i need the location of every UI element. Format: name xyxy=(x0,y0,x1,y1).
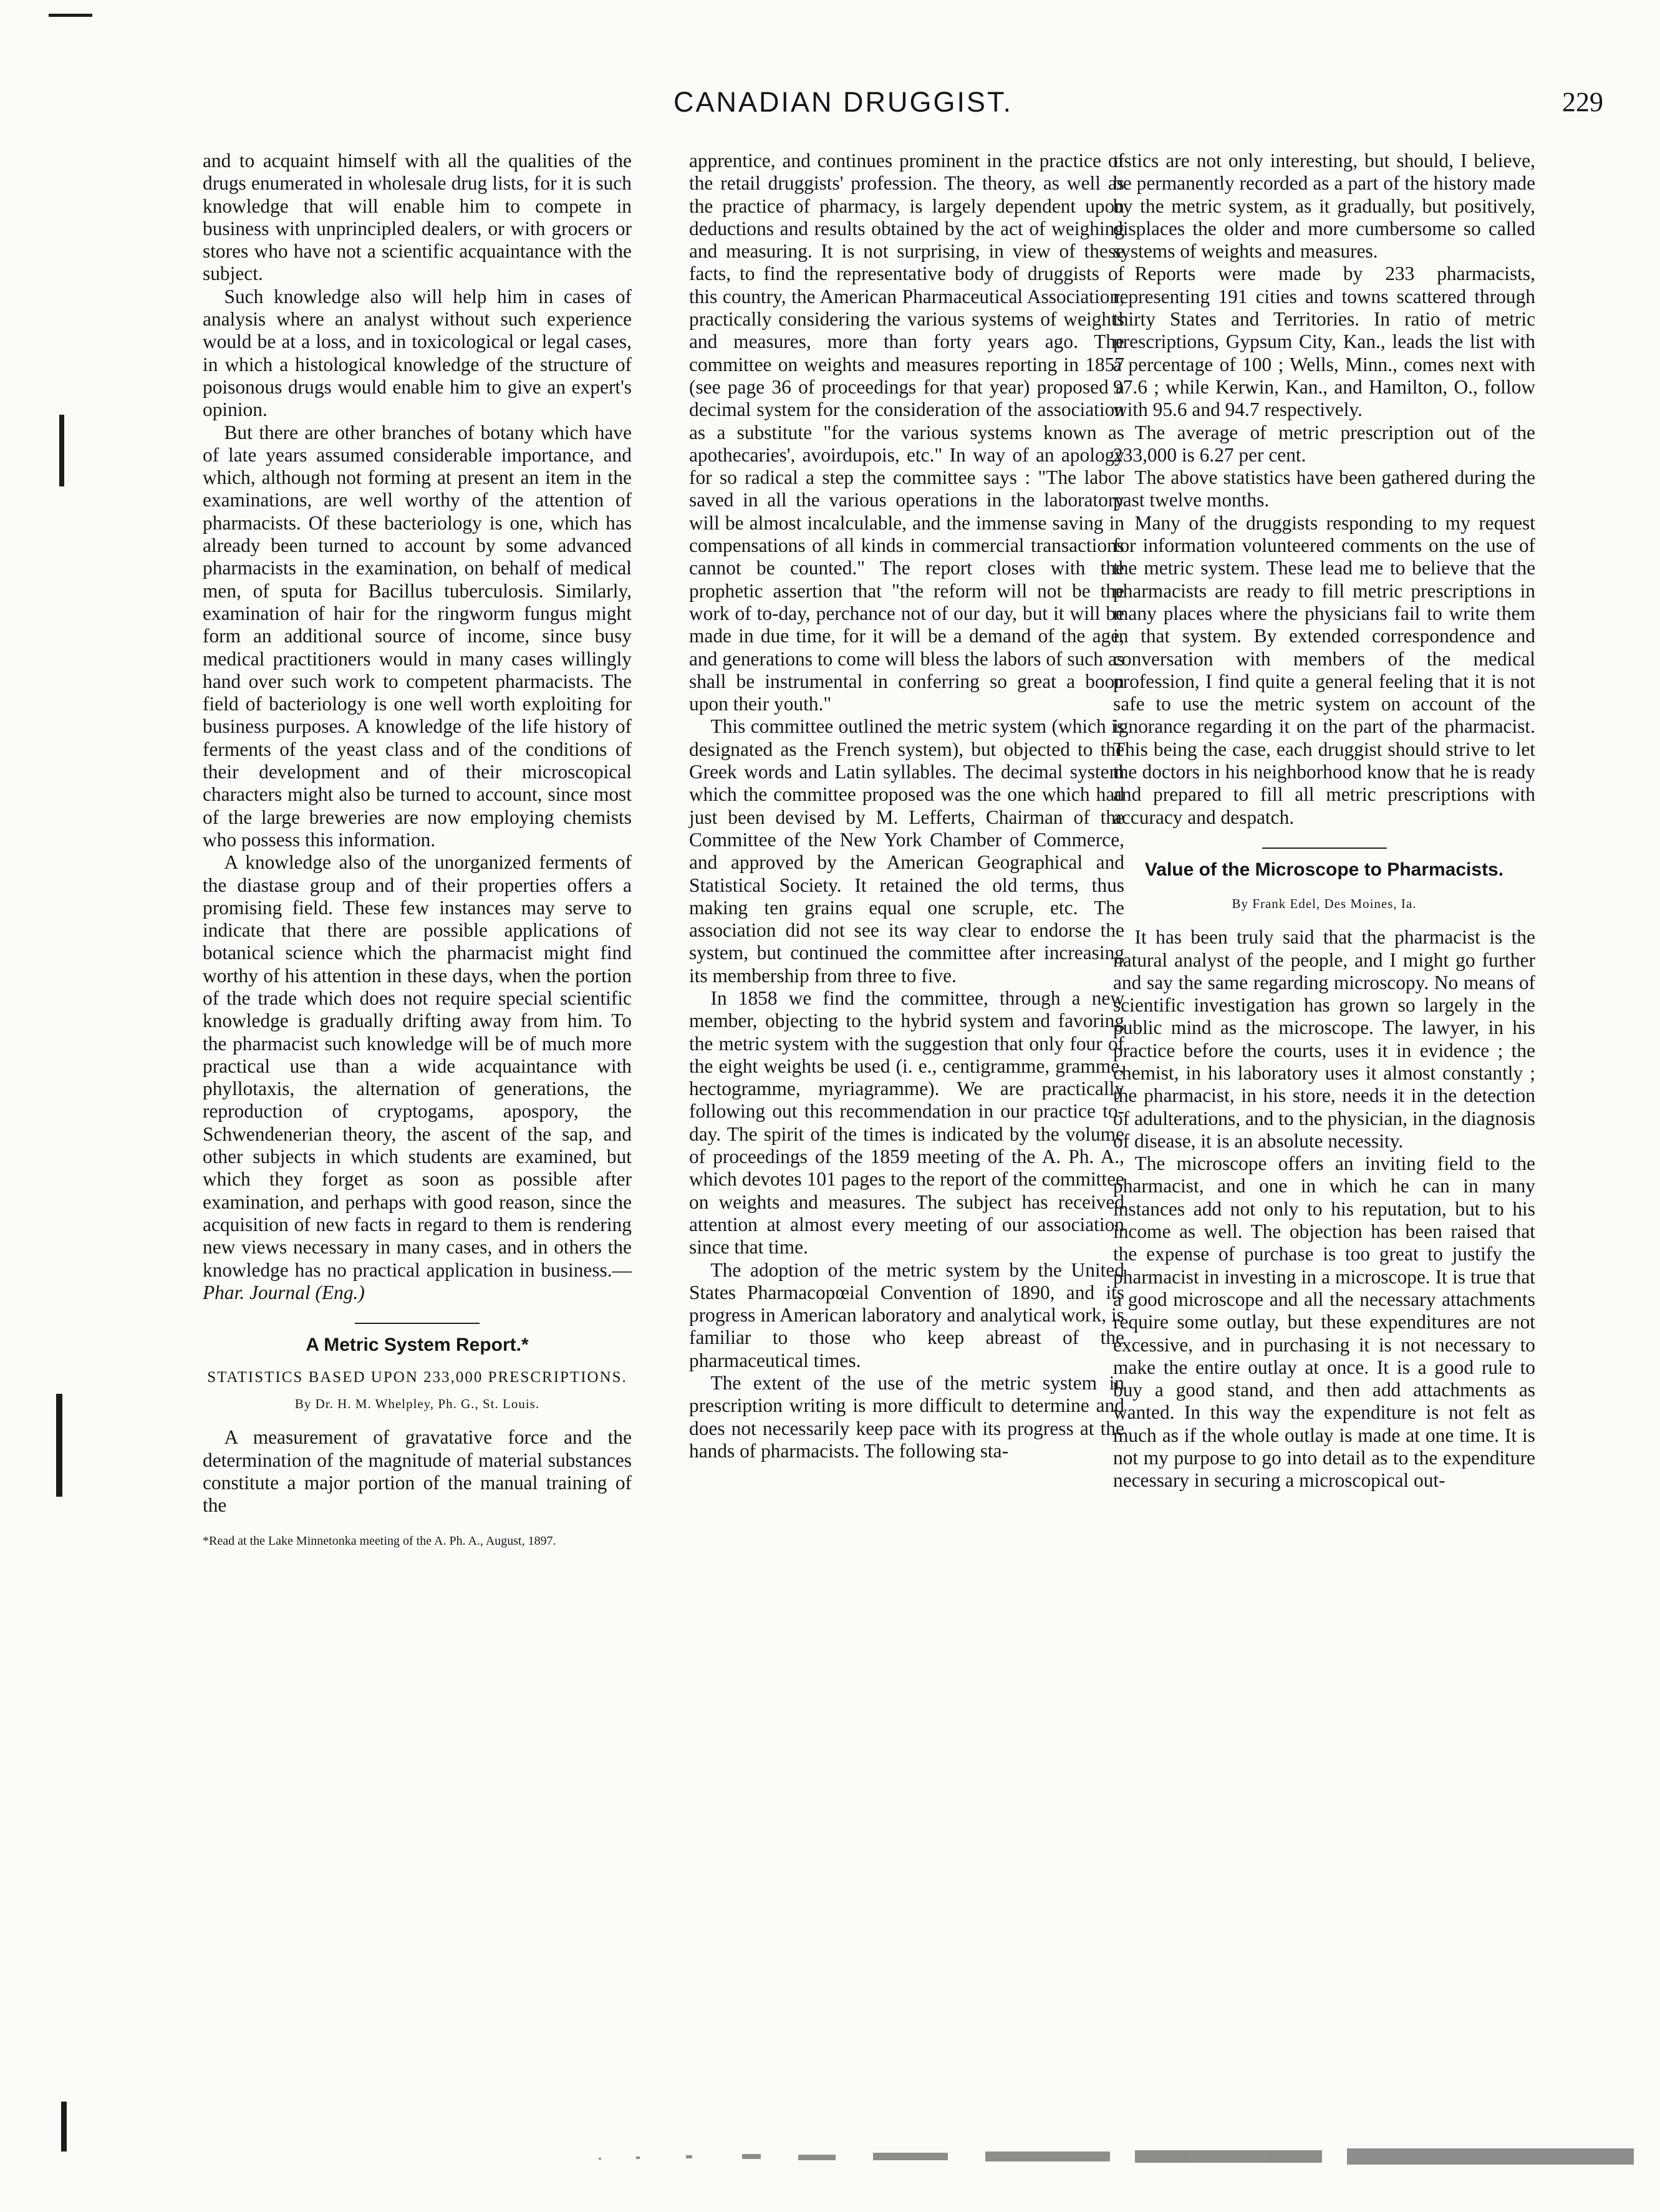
section-divider xyxy=(355,1323,480,1324)
article-byline: By Frank Edel, Des Moines, Ia. xyxy=(1232,896,1417,911)
paragraph xyxy=(203,851,632,1304)
scan-artifact-margin-mark xyxy=(61,2102,67,2152)
paragraph: The above statistics have been gathered during the past twelve months. xyxy=(1113,466,1535,511)
paragraph: and to acquaint himself with all the qualities of the drugs enumerated in wholesale drug lists, for it is such knowledge that will enable him to compete in business with unprincipled dealers, or with grocers or stores who have not a scientific acquaintance with the subject. xyxy=(203,150,632,285)
article-title: Value of the Microscope to Pharmacists. xyxy=(1144,859,1504,880)
paragraph: tistics are not only interesting, but should, I believe, be permanently recorded as a part of the history made by the metric system, as it gradually, but positively, displaces the older and more cumbersome so called systems of weights and measures. xyxy=(1113,150,1535,263)
scan-artifact-margin-mark xyxy=(59,415,64,486)
paragraph: Reports were made by 233 pharmacists, representing 191 cities and towns scattered through thirty States and Territories. In ratio of metric prescriptions, Gypsum City, Kan., leads the list with a percentage of 100 ; Wells, Minn., comes next with 97.6 ; while Kerwin, Kan., and Hamilton, O., follow with 95.6 and 94.7 respectively. xyxy=(1113,263,1535,421)
paragraph: This committee outlined the metric system (which is designated as the French system), but objected to the Greek words and Latin syllables. The decimal system which the committee proposed was the one which had just been devised by M. Lefferts, Chairman of the Committee of the New York Chamber of Commerce, and approved by the American Geographical and Statistical Society. It retained the old terms, thus making ten grains equal one scruple, etc. The association did not see its way clear to endorse the system, but continued the committee after increasing its membership from three to five. xyxy=(689,715,1124,987)
paragraph: In 1858 we find the committee, through a new member, objecting to the hybrid system and favoring the metric system with the suggestion that only four of the eight weights be used (i. e., centigramme, gramme, hectogramme, myriagramme). We are practically following out this recommendation in our practice to-day. The spirit of the times is indicated by the volume of proceedings of the 1859 meeting of the A. Ph. A., which devotes 101 pages to the report of the committee on weights and measures. The subject has received attention at almost every meeting of our association since that time. xyxy=(689,987,1124,1258)
paragraph-text: A knowledge also of the unorganized ferments of the diastase group and of their properties offers a promising field. These few instances may serve to indicate that there are possible applications of botanical science which the pharmacist might find worthy of his attention in these days, when the portion of the trade which does not require special scientific knowledge is gradually drifting away from him. To the pharmacist such knowledge will be of much more practical use than a wide acquaintance with phyllotaxis, the alternation of generations, the reproduction of cryptogams, apospory, the Schwendenerian theory, the ascent of the sap, and other subjects in which students are examined, but which they forget as soon as possible after examination, and perhaps with good reason, since the acquisition of new facts in regard to them is rendering new views necessary in many cases, and in others the knowledge has no practical application in business.— xyxy=(203,851,632,1281)
paragraph: The microscope offers an inviting field to the pharmacist, and one in which he can in many instances add not only to his reputation, but to his income as well. The objection has been raised that the expense of purchase is too great to justify the pharmacist in investing in a microscope. It is true that a good microscope and all the necessary attachments require some outlay, but these expenditures are not excessive, and in purchasing it is not necessary to make the entire outlay at once. It is a good rule to buy a good stand, and then add attachments as wanted. In this way the expenditure is not felt as much as if the whole outlay is made at one time. It is not my purpose to go into detail as to the expenditure necessary in securing a microscopical out- xyxy=(1113,1152,1535,1492)
paragraph: Many of the druggists responding to my request for information volunteered comments on the use of the metric system. These lead me to believe that the pharmacists are ready to fill metric prescriptions in many places where the physicians fail to write them in that system. By extended correspondence and conversation with members of the medical profession, I find quite a general feeling that it is not safe to use the metric system on account of the ignorance regarding it on the part of the pharmacist. This being the case, each druggist should strive to let the doctors in his neighborhood know that he is ready and prepared to fill all metric prescriptions with accuracy and despatch. xyxy=(1113,511,1535,828)
journal-title: CANADIAN DRUGGIST. xyxy=(673,86,1013,118)
footnote: *Read at the Lake Minnetonka meeting of the A. Ph. A., August, 1897. xyxy=(203,1533,556,1548)
scan-artifact-margin-mark xyxy=(56,1394,62,1497)
paragraph: But there are other branches of botany which have of late years assumed considerable importance, and which, although not forming at present an item in the examinations, are well worthy of the attention of pharmacists. Of these bacteriology is one, which has already been turned to account by some advanced pharmacists in the examination, on behalf of medical men, of sputa for Bacillus tuberculosis. Similarly, examination of hair for the ringworm fungus might form an additional source of income, since busy medical practitioners would in many cases willingly hand over such work to competent pharmacists. The field of bacteriology is one well worth exploiting for business purposes. A knowledge of the life history of ferments of the yeast class and of the conditions of their development and of their microscopical characters might also be turned to account, since most of the large breweries are now employing chemists who possess this information. xyxy=(203,421,632,851)
page-number: 229 xyxy=(1562,87,1603,117)
article-subtitle: STATISTICS BASED UPON 233,000 PRESCRIPTIONS. xyxy=(207,1369,627,1386)
page-header xyxy=(0,86,1660,123)
paragraph: A measurement of gravatative force and the determination of the magnitude of material substances constitute a major portion of the manual training of the xyxy=(203,1426,632,1517)
column-2 xyxy=(689,150,1124,1462)
source-citation: Phar. Journal (Eng.) xyxy=(203,1281,365,1303)
paragraph: The adoption of the metric system by the United States Pharmacopœial Convention of 1890, and its progress in American laboratory and analytical work, is familiar to those who keep abreast of the pharmaceutical times. xyxy=(689,1258,1124,1371)
paragraph: Such knowledge also will help him in cases of analysis where an analyst without such experience would be at a loss, and in toxicological or legal cases, in which a histological knowledge of the structure of poisonous drugs would enable him to give an expert's opinion. xyxy=(203,285,632,421)
column-3 xyxy=(1113,150,1535,1492)
scan-artifact-top-dash xyxy=(49,14,92,17)
scan-noise-strip xyxy=(599,2145,1646,2170)
column-1 xyxy=(203,150,632,1548)
section-divider xyxy=(1262,848,1387,849)
article-byline: By Dr. H. M. Whelpley, Ph. G., St. Louis. xyxy=(294,1396,540,1412)
paragraph: The extent of the use of the metric system in prescription writing is more difficult to determine and does not necessarily keep pace with its progress at the hands of pharmacists. The following sta- xyxy=(689,1372,1124,1462)
paragraph: It has been truly said that the pharmacist is the natural analyst of the people, and I might go further and say the same regarding microscopy. No means of scientific investigation has grown so largely in the public mind as the microscope. The lawyer, in his practice before the courts, uses it in evidence ; the chemist, in his laboratory uses it almost constantly ; the pharmacist, in his store, needs it in the detection of adulterations, and to the physician, in the diagnosis of disease, it is an absolute necessity. xyxy=(1113,926,1535,1152)
article-title: A Metric System Report.* xyxy=(306,1335,529,1356)
paragraph: The average of metric prescription out of the 233,000 is 6.27 per cent. xyxy=(1113,421,1535,466)
paragraph: apprentice, and continues prominent in the practice of the retail druggists' profession. The theory, as well as the practice of pharmacy, is largely dependent upon deductions and results obtained by the act of weighing and measuring. It is not surprising, in view of these facts, to find the representative body of druggists of this country, the American Pharmaceutical Association, practically considering the various systems of weights and measures, more than forty years ago. The committee on weights and measures reporting in 1857 (see page 36 of proceedings for that year) proposed a decimal system for the consideration of the association as a substitute "for the various systems known as apothecaries', avoirdupois, etc." In way of an apology for so radical a step the committee says : "The labor saved in all the various operations in the laboratory will be almost incalculable, and the immense saving in compensations of all kinds in commercial transactions cannot be counted." The report closes with the prophetic assertion that "the reform will not be the work of to-day, perchance not of our day, but it will be made in due time, for it will be a demand of the age, and generations to come will bless the labors of such as shall be instrumental in conferring so great a boon upon their youth." xyxy=(689,150,1124,715)
